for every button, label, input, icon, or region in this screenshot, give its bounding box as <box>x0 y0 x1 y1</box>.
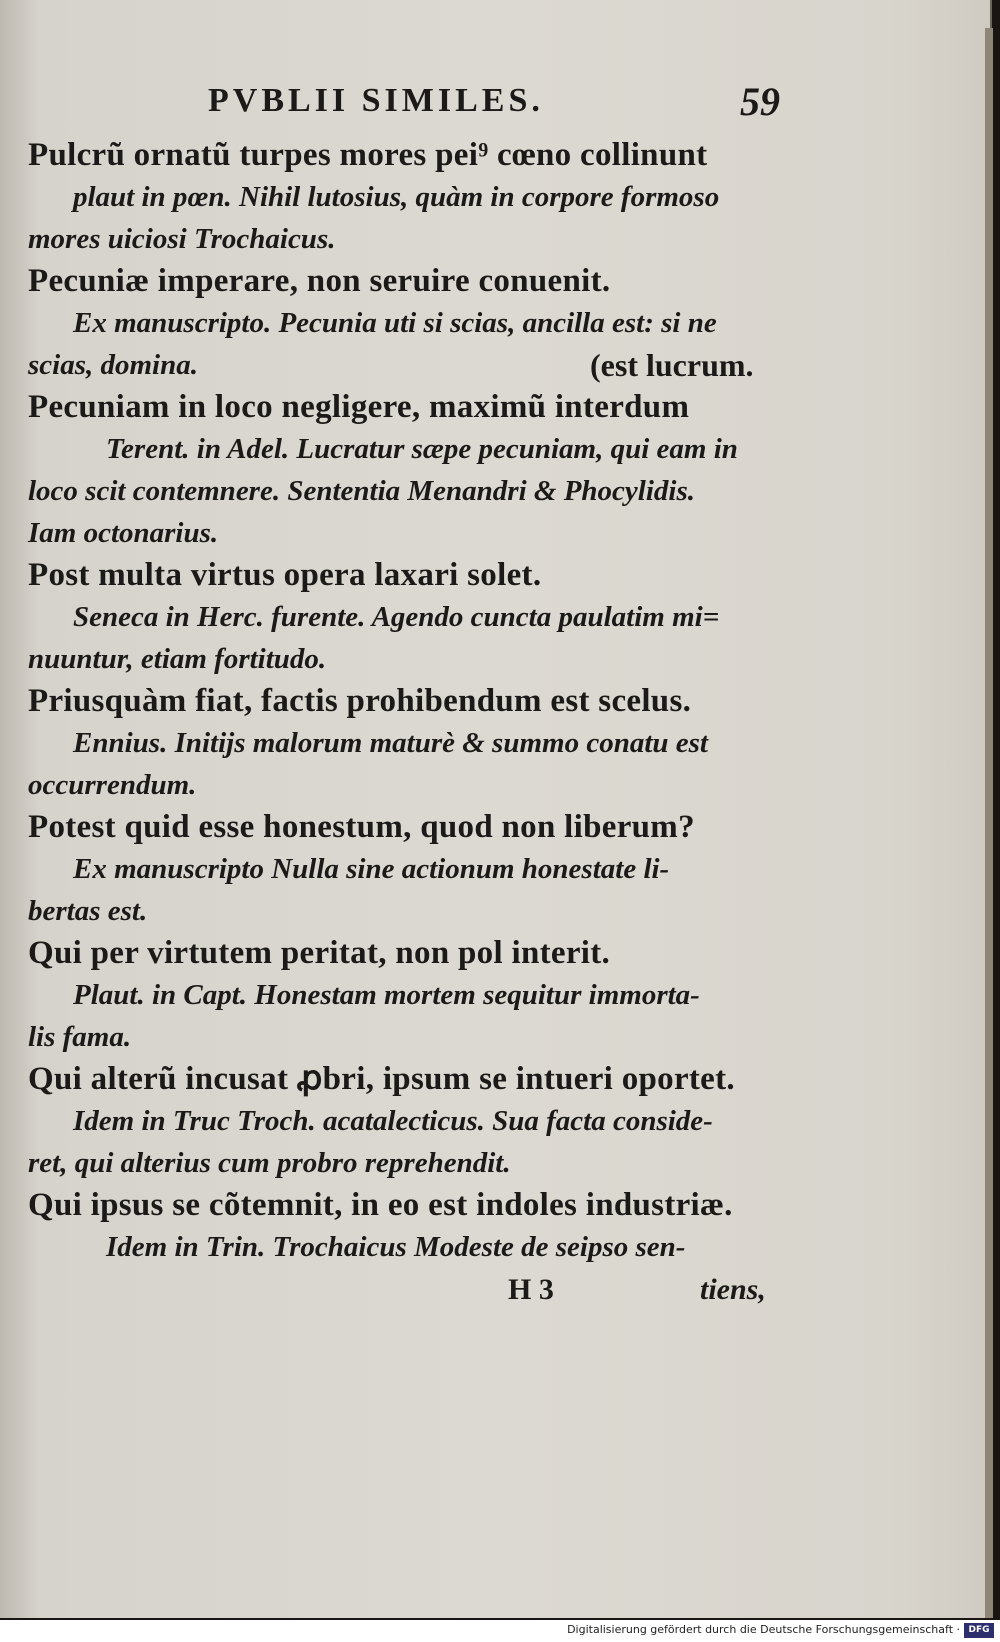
commentary-line <box>28 1100 788 1142</box>
commentary-line <box>28 596 788 638</box>
line-text: occurrendum. <box>28 769 197 801</box>
line-text: scias, domina. <box>28 349 198 381</box>
commentary-line <box>28 974 788 1016</box>
commentary-line <box>28 1016 788 1058</box>
catchword: tiens, <box>700 1273 766 1306</box>
line-text: Priusquàm fiat, factis prohibendum est scelus. <box>28 683 692 719</box>
signature-mark: H 3 <box>508 1273 554 1306</box>
line-text: Qui alterũ incusat ꝓbri, ipsum se intueri oportet. <box>28 1061 735 1097</box>
sentence-line <box>28 1058 788 1100</box>
sentence-line <box>28 260 788 302</box>
line-text: plaut in pœn. Nihil lutosius, quàm in corpore formoso <box>73 181 720 213</box>
line-text: Iam octonarius. <box>28 517 219 549</box>
dfg-logo-icon: DFG <box>964 1623 994 1638</box>
commentary-line <box>28 638 788 680</box>
commentary-line <box>28 302 788 344</box>
text-block <box>28 78 788 1312</box>
running-title: PVBLII SIMILES. <box>208 82 544 119</box>
running-head <box>28 78 788 134</box>
commentary-line <box>28 428 788 470</box>
line-runover: (est lucrum. <box>590 347 754 383</box>
footer-bar <box>0 1620 1000 1642</box>
commentary-line <box>28 176 788 218</box>
signature-line <box>28 1268 788 1312</box>
line-text: Qui per virtutem peritat, non pol interit. <box>28 935 611 971</box>
commentary-line <box>28 1142 788 1184</box>
text-lines <box>28 134 788 1268</box>
line-text: Ex manuscripto. Pecunia uti si scias, ancilla est: si ne <box>73 307 717 339</box>
line-text: Qui ipsus se cõtemnit, in eo est indoles industriæ. <box>28 1187 733 1223</box>
line-text: Terent. in Adel. Lucratur sæpe pecuniam, qui eam in <box>106 433 738 465</box>
line-text: Pecuniæ imperare, non seruire conuenit. <box>28 263 611 299</box>
line-text: Pulcrũ ornatũ turpes mores pei⁹ cœno collinunt <box>28 137 708 173</box>
sentence-line <box>28 386 788 428</box>
sentence-line <box>28 554 788 596</box>
line-text: Post multa virtus opera laxari solet. <box>28 557 542 593</box>
line-text: ret, qui alterius cum probro reprehendit. <box>28 1147 511 1179</box>
sentence-line <box>28 806 788 848</box>
funding-credit: Digitalisierung gefördert durch die Deutsche Forschungsgemeinschaft · <box>567 1623 960 1636</box>
line-text: bertas est. <box>28 895 148 927</box>
line-text: Idem in Trin. Trochaicus Modeste de seipso sen- <box>106 1231 686 1263</box>
line-text: Idem in Truc Troch. acatalecticus. Sua facta conside- <box>73 1105 713 1137</box>
commentary-line <box>28 764 788 806</box>
sentence-line <box>28 1184 788 1226</box>
line-text: Potest quid esse honestum, quod non liberum? <box>28 809 695 845</box>
line-text: Plaut. in Capt. Honestam mortem sequitur immorta- <box>73 979 700 1011</box>
commentary-line <box>28 470 788 512</box>
commentary-line <box>28 344 788 386</box>
commentary-line <box>28 848 788 890</box>
sentence-line <box>28 134 788 176</box>
line-text: Seneca in Herc. furente. Agendo cuncta paulatim mi= <box>73 601 720 633</box>
commentary-line <box>28 722 788 764</box>
commentary-line <box>28 218 788 260</box>
line-text: Ennius. Initijs malorum maturè & summo conatu est <box>73 727 708 759</box>
line-text: mores uiciosi Trochaicus. <box>28 223 336 255</box>
line-text: lis fama. <box>28 1021 132 1053</box>
line-text: Pecuniam in loco negligere, maximũ interdum <box>28 389 690 425</box>
page-edge <box>985 28 993 1618</box>
sentence-line <box>28 680 788 722</box>
page-number: 59 <box>740 79 780 124</box>
commentary-line <box>28 512 788 554</box>
line-text: nuuntur, etiam fortitudo. <box>28 643 327 675</box>
line-text: loco scit contemnere. Sententia Menandri & Phocylidis. <box>28 475 695 507</box>
sentence-line <box>28 932 788 974</box>
commentary-line <box>28 1226 788 1268</box>
line-text: Ex manuscripto Nulla sine actionum honestate li- <box>73 853 670 885</box>
commentary-line <box>28 890 788 932</box>
